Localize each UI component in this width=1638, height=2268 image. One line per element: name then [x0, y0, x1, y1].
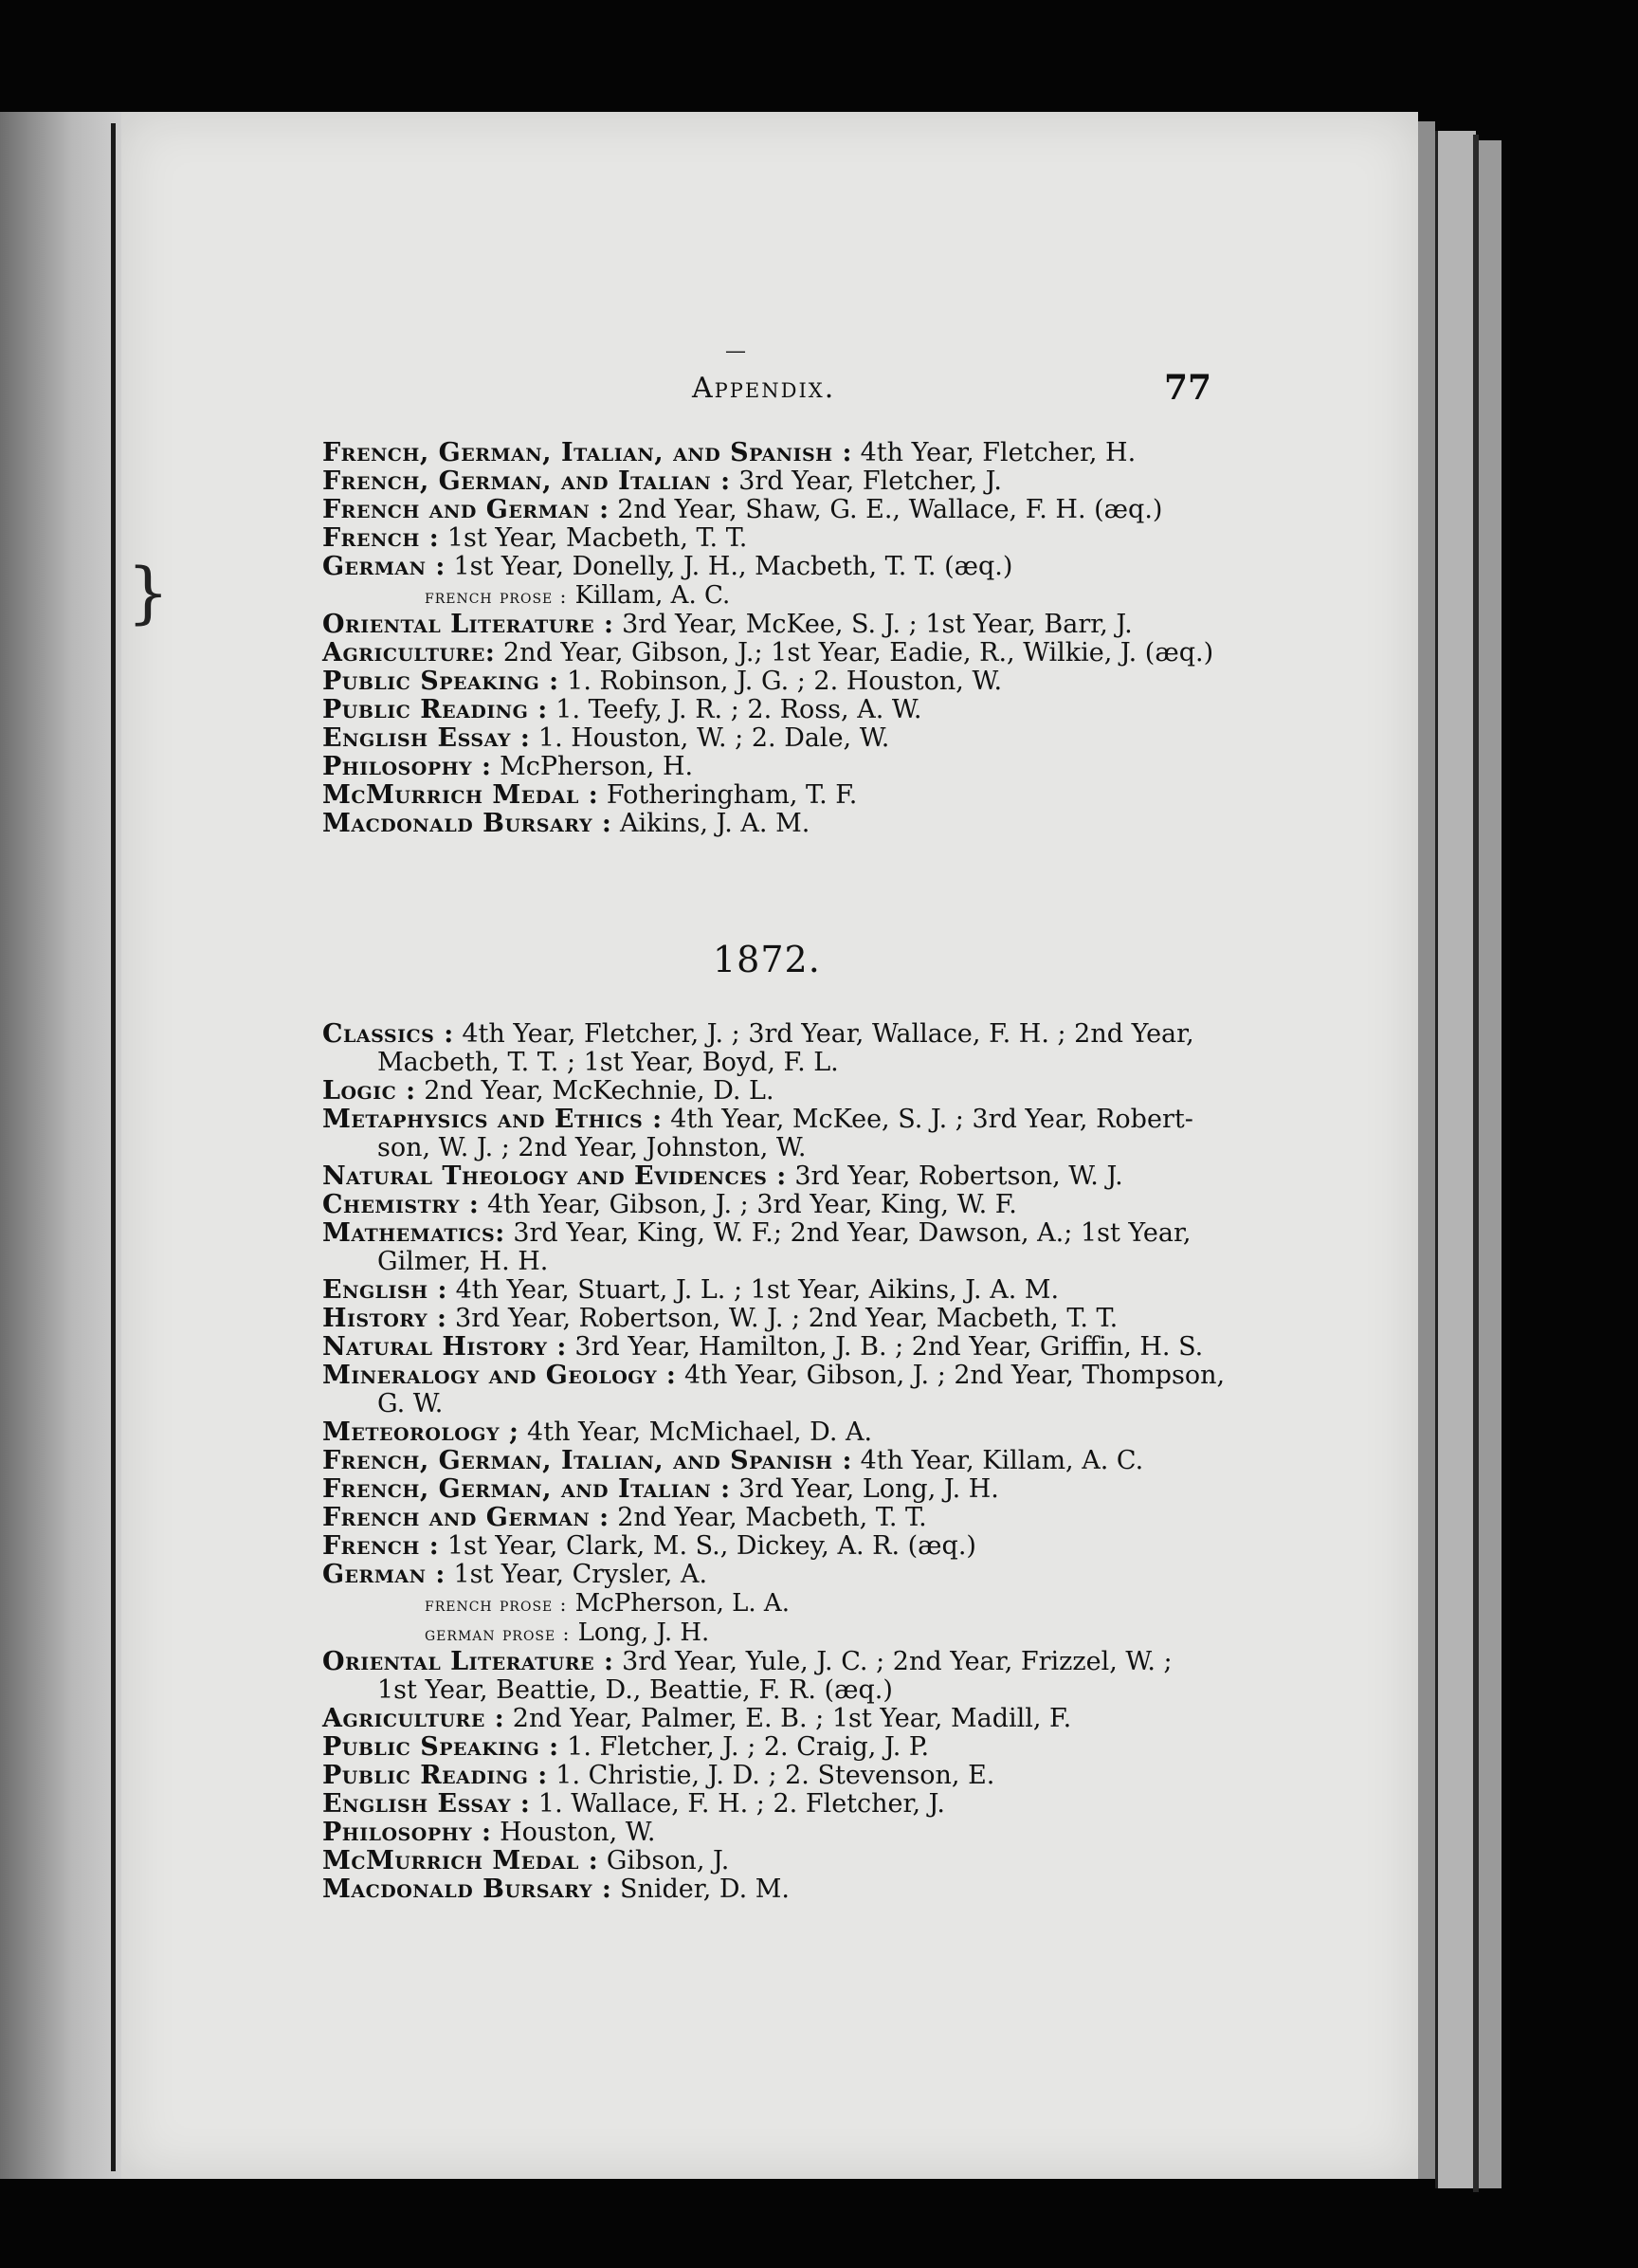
prize-entry	[322, 467, 1213, 496]
subject-label: Oriental Literature :	[322, 1647, 614, 1676]
subject-label: Macdonald Bursary :	[322, 1875, 612, 1904]
entry-text: 1. Robinson, J. G. ; 2. Houston, W.	[567, 667, 1003, 696]
prize-entry	[322, 496, 1213, 524]
prize-entry	[322, 1305, 1213, 1333]
subject-label: English :	[322, 1275, 447, 1305]
entry-text: 4th Year, Stuart, J. L. ; 1st Year, Aikins, J. A. M.	[455, 1275, 1060, 1305]
prize-entry	[322, 668, 1213, 696]
subject-label: Meteorology ;	[322, 1418, 519, 1447]
entry-text: Fotheringham, T. F.	[606, 780, 858, 810]
prize-entry	[322, 1276, 1213, 1305]
subject-label: Public Speaking :	[322, 1732, 559, 1762]
prize-entry	[322, 810, 1213, 838]
prize-entry	[322, 553, 1213, 581]
prize-sub-entry	[322, 1589, 1213, 1619]
subject-label: Natural History :	[322, 1332, 567, 1362]
subject-label: Macdonald Bursary :	[322, 809, 612, 838]
subject-label: McMurrich Medal :	[322, 780, 599, 810]
subject-label: French and German :	[322, 495, 610, 524]
margin-dash-mark: —	[725, 339, 746, 363]
entry-text: 3rd Year, Fletcher, J.	[738, 466, 1002, 496]
subject-label: History :	[322, 1304, 447, 1333]
prize-entry	[322, 1561, 1213, 1589]
prize-entry	[322, 439, 1213, 467]
entry-text: 3rd Year, Long, J. H.	[738, 1474, 999, 1504]
entry-text: 4th Year, Fletcher, J. ; 3rd Year, Wallace, F. H. ; 2nd Year,	[462, 1019, 1194, 1049]
entry-text: 1. Houston, W. ; 2. Dale, W.	[537, 723, 890, 753]
prize-entry	[322, 753, 1213, 781]
entry-text: 2nd Year, Macbeth, T. T.	[617, 1503, 927, 1532]
entry-text: 1st Year, Clark, M. S., Dickey, A. R. (æq.)	[446, 1531, 976, 1561]
subject-label: Mathematics:	[322, 1218, 505, 1248]
prize-entry	[322, 1790, 1213, 1819]
subject-label: Metaphysics and Ethics :	[322, 1105, 663, 1134]
prize-entry	[322, 1418, 1213, 1447]
entry-text: 3rd Year, Robertson, W. J.	[794, 1161, 1123, 1191]
entry-text: 2nd Year, McKechnie, D. L.	[424, 1076, 774, 1106]
subject-label: French and German :	[322, 1503, 610, 1532]
entry-text: 1. Wallace, F. H. ; 2. Fletcher, J.	[537, 1789, 945, 1819]
subject-label: French :	[322, 1531, 440, 1561]
entry-text: Houston, W.	[500, 1818, 656, 1847]
subject-label: French, German, Italian, and Spanish :	[322, 1446, 853, 1475]
subject-label: Oriental Literature :	[322, 610, 614, 639]
prize-entry	[322, 1762, 1213, 1790]
subject-label: Public Reading :	[322, 1761, 548, 1790]
prize-entry	[322, 1162, 1213, 1191]
book-spine	[111, 123, 116, 2171]
subject-label: Public Speaking :	[322, 667, 559, 696]
entry-continuation: son, W. J. ; 2nd Year, Johnston, W.	[377, 1133, 807, 1162]
prize-entry	[322, 1532, 1213, 1561]
entry-text: 1. Christie, J. D. ; 2. Stevenson, E.	[555, 1761, 995, 1790]
page-number: 77	[1164, 368, 1212, 408]
entry-text: McPherson, L. A.	[574, 1589, 790, 1618]
prize-entry	[322, 1333, 1213, 1362]
subject-label: Public Reading :	[322, 695, 548, 724]
prize-list-1871	[322, 439, 1213, 838]
subject-label: McMurrich Medal :	[322, 1846, 599, 1875]
prize-entry	[322, 696, 1213, 724]
prize-entry	[322, 1447, 1213, 1475]
subject-label: French, German, Italian, and Spanish :	[322, 438, 853, 467]
prize-entry	[322, 1475, 1213, 1504]
entry-text: 4th Year, McMichael, D. A.	[527, 1418, 873, 1447]
page-edge	[1479, 140, 1502, 2188]
entry-text: 2nd Year, Gibson, J.; 1st Year, Eadie, R., Wilkie, J. (æq.)	[502, 638, 1214, 668]
prize-list-1872	[322, 1019, 1226, 1904]
subject-label: Logic :	[322, 1076, 416, 1106]
entry-continuation: G. W.	[377, 1389, 444, 1418]
prize-entry	[322, 639, 1213, 668]
running-head: Appendix.	[692, 372, 836, 405]
prize-entry	[322, 1819, 1213, 1847]
subject-label: French, German, and Italian :	[322, 466, 731, 496]
page-edge	[1418, 121, 1435, 2179]
subject-label: English Essay :	[322, 1789, 531, 1819]
sub-label: german prose :	[425, 1622, 571, 1645]
left-page-edge	[0, 112, 121, 2179]
entry-text: Aikins, J. A. M.	[620, 809, 810, 838]
subject-label: German :	[322, 1560, 446, 1589]
prize-entry	[322, 1077, 1213, 1106]
subject-label: German :	[322, 552, 446, 581]
entry-text: 3rd Year, Hamilton, J. B. ; 2nd Year, Griffin, H. S.	[574, 1332, 1204, 1362]
sub-label: french prose :	[425, 585, 568, 608]
prize-sub-entry	[322, 1619, 1213, 1648]
prize-sub-entry	[322, 581, 1213, 611]
entry-text: Gibson, J.	[606, 1846, 730, 1875]
entry-text: 1st Year, Donelly, J. H., Macbeth, T. T. (æq.)	[453, 552, 1013, 581]
entry-text: 3rd Year, McKee, S. J. ; 1st Year, Barr, J.	[622, 610, 1133, 639]
page-edge	[1435, 131, 1476, 2188]
subject-label: French :	[322, 523, 440, 553]
prize-entry	[322, 1361, 1226, 1418]
prize-entry	[322, 1705, 1213, 1733]
entry-text: 4th Year, Fletcher, H.	[860, 438, 1137, 467]
entry-text: McPherson, H.	[500, 752, 694, 781]
prize-entry	[322, 724, 1213, 753]
entry-text: Snider, D. M.	[620, 1875, 790, 1904]
prize-entry	[322, 524, 1213, 553]
prize-entry	[322, 1847, 1213, 1875]
entry-text: 2nd Year, Palmer, E. B. ; 1st Year, Madill, F.	[512, 1704, 1072, 1733]
subject-label: Mineralogy and Geology :	[322, 1361, 677, 1390]
prize-entry	[322, 1733, 1213, 1762]
prize-entry	[322, 1875, 1213, 1904]
subject-label: Natural Theology and Evidences :	[322, 1161, 787, 1191]
entry-text: 3rd Year, King, W. F.; 2nd Year, Dawson, A.; 1st Year,	[513, 1218, 1192, 1248]
entry-text: 3rd Year, Yule, J. C. ; 2nd Year, Frizzel, W. ;	[622, 1647, 1173, 1676]
subject-label: Philosophy :	[322, 752, 492, 781]
entry-text: 2nd Year, Shaw, G. E., Wallace, F. H. (æq.)	[617, 495, 1163, 524]
prize-entry	[322, 781, 1213, 810]
entry-text: Long, J. H.	[577, 1619, 710, 1647]
prize-entry	[322, 611, 1213, 639]
prize-entry	[322, 1219, 1213, 1276]
entry-continuation: Gilmer, H. H.	[377, 1247, 549, 1276]
subject-label: Philosophy :	[322, 1818, 492, 1847]
entry-text: 4th Year, Killam, A. C.	[860, 1446, 1144, 1475]
margin-brace-mark: }	[127, 554, 170, 631]
entry-text: 1. Fletcher, J. ; 2. Craig, J. P.	[567, 1732, 930, 1762]
subject-label: French, German, and Italian :	[322, 1474, 731, 1504]
entry-text: 3rd Year, Robertson, W. J. ; 2nd Year, Macbeth, T. T.	[455, 1304, 1119, 1333]
entry-text: 4th Year, Gibson, J. ; 2nd Year, Thompson,	[684, 1361, 1226, 1390]
prize-entry	[322, 1020, 1213, 1077]
subject-label: English Essay :	[322, 723, 531, 753]
prize-entry	[322, 1504, 1213, 1532]
subject-label: Classics :	[322, 1019, 454, 1049]
prize-entry	[322, 1191, 1213, 1219]
entry-continuation: 1st Year, Beattie, D., Beattie, F. R. (æq.)	[377, 1675, 893, 1705]
entry-text: Killam, A. C.	[574, 581, 731, 610]
entry-continuation: Macbeth, T. T. ; 1st Year, Boyd, F. L.	[377, 1048, 839, 1077]
entry-text: 4th Year, McKee, S. J. ; 3rd Year, Robert-	[670, 1105, 1193, 1134]
subject-label: Chemistry :	[322, 1190, 480, 1219]
sub-label: french prose :	[425, 1593, 568, 1616]
subject-label: Agriculture:	[322, 638, 496, 668]
prize-entry	[322, 1648, 1213, 1705]
entry-text: 1. Teefy, J. R. ; 2. Ross, A. W.	[555, 695, 922, 724]
year-heading: 1872.	[713, 939, 821, 980]
entry-text: 4th Year, Gibson, J. ; 3rd Year, King, W. F.	[486, 1190, 1017, 1219]
prize-entry	[322, 1106, 1213, 1162]
entry-text: 1st Year, Crysler, A.	[453, 1560, 708, 1589]
entry-text: 1st Year, Macbeth, T. T.	[446, 523, 748, 553]
subject-label: Agriculture :	[322, 1704, 505, 1733]
